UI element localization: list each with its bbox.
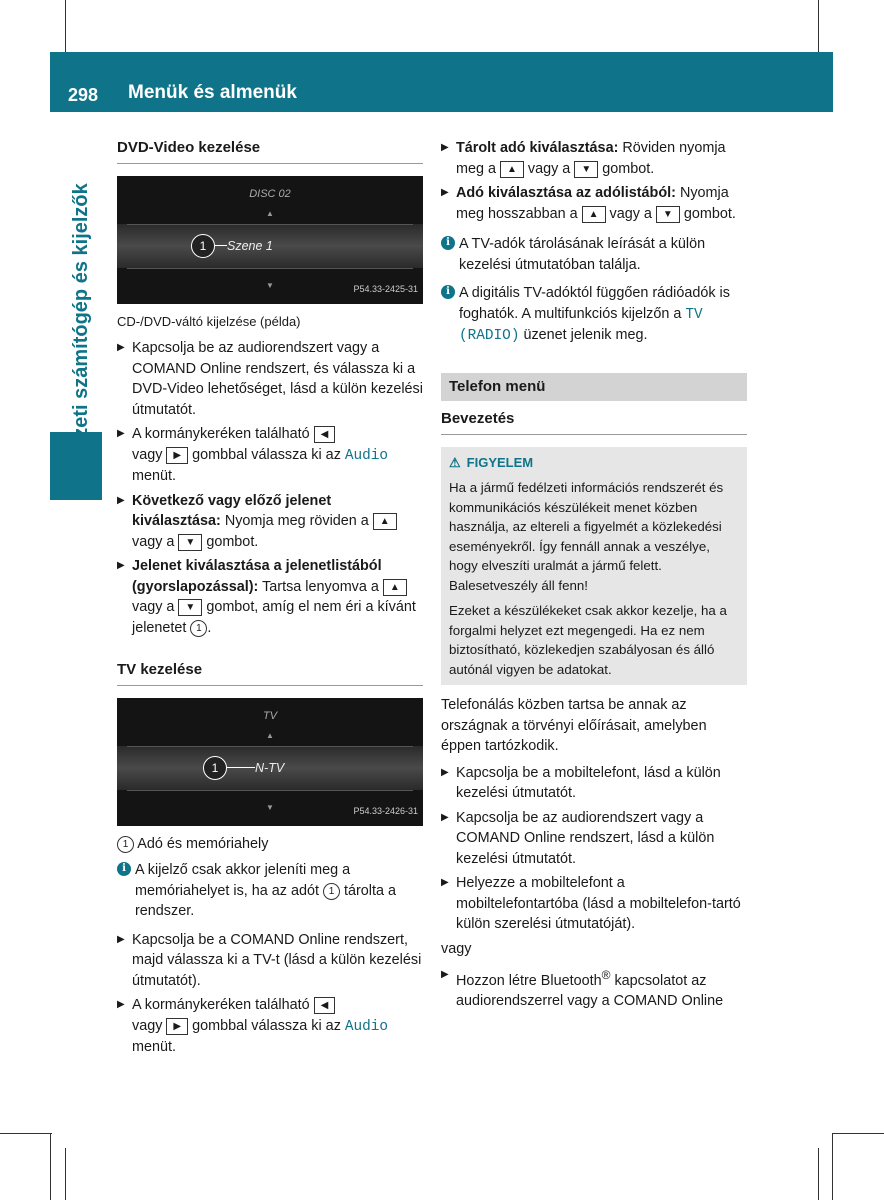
text: A kijelző csak akkor jeleníti meg a memóriahelyet is, ha az adót xyxy=(135,862,351,899)
image-ref: P54.33-2426-31 xyxy=(353,806,418,816)
callout-leader xyxy=(227,767,255,769)
body-text: Telefonálás közben tartsa be annak az országnak a törvényi előírásait, amelyben éppen tartózkodik. xyxy=(441,697,707,754)
crop-mark xyxy=(50,1133,51,1200)
up-arrow-icon: ▲ xyxy=(266,730,274,740)
warning-title: FIGYELEM xyxy=(466,454,534,470)
tv-heading: TV kezelése xyxy=(117,660,423,686)
crop-mark xyxy=(832,1133,884,1134)
text: menüt. xyxy=(132,1039,176,1055)
info-icon: i xyxy=(441,236,455,250)
dvd-screen-image xyxy=(117,176,423,304)
list-item xyxy=(441,965,747,1012)
up-key-icon: ▲ xyxy=(383,579,407,596)
right-key-icon: ▶ xyxy=(166,1018,188,1035)
text: Röviden nyomja meg a xyxy=(456,140,726,177)
text: A TV-adók tárolásának leírását a külön kezelési útmutatóban találja. xyxy=(459,236,706,273)
body-text: vagy xyxy=(441,940,472,957)
list-item: ▶ Kapcsolja be a mobiltelefont, lásd a külön kezelési útmutatót. xyxy=(441,763,747,804)
text: üzenet jelenik meg. xyxy=(523,327,648,343)
warning-header xyxy=(449,453,739,473)
bold-label: Jelenet kiválasztása a jelenetlistából (gyorslapozással): xyxy=(132,558,382,595)
text: gombot. xyxy=(206,533,259,550)
screen-line xyxy=(127,790,413,791)
registered-mark: ® xyxy=(601,968,611,982)
display-text: TV (RADIO) xyxy=(459,306,703,344)
text: vagy a xyxy=(132,533,175,550)
text: menüt. xyxy=(132,468,176,484)
info-note xyxy=(441,234,747,275)
dvd-heading: DVD-Video kezelése xyxy=(117,138,423,164)
bold-label: Tárolt adó kiválasztása: xyxy=(456,140,619,156)
text: . xyxy=(207,619,212,636)
legend xyxy=(117,834,423,855)
page-number: 298 xyxy=(67,85,99,105)
callout-marker: 1 xyxy=(191,234,215,258)
up-key-icon: ▲ xyxy=(582,206,606,223)
down-arrow-icon: ▼ xyxy=(266,802,274,812)
figure-caption: CD-/DVD-váltó kijelzése (példa) xyxy=(117,313,301,329)
bold-label: Adó kiválasztása az adólistából: xyxy=(456,185,676,201)
bold-label: Következő vagy előző jelenet kiválasztása: xyxy=(132,492,332,529)
text: Nyomja meg röviden a xyxy=(224,513,369,529)
right-key-icon: ▶ xyxy=(166,447,188,464)
text: Adó és memóriahely xyxy=(137,835,269,852)
list-item xyxy=(441,138,747,179)
list-item xyxy=(117,424,423,487)
screen-top-label: DISC 02 xyxy=(249,187,291,200)
warning-text: Ezeket a készülékeket csak akkor kezelje, ha a forgalmi helyzet ezt megengedi. Ha ez nem biztosítható, közlekedjen szabályosan és álló autónál vigyen be adatokat. xyxy=(449,603,727,677)
text: vagy a xyxy=(132,599,175,615)
page-title: Menük és almenük xyxy=(128,82,297,103)
list-item xyxy=(117,556,423,638)
text: vagy a xyxy=(527,160,571,177)
text: gombot. xyxy=(683,205,736,222)
left-key-icon: ◀ xyxy=(314,426,336,443)
circled-number: 1 xyxy=(323,883,340,900)
text: gombot. xyxy=(602,160,655,177)
text: vagy xyxy=(132,1017,163,1034)
text: vagy a xyxy=(609,205,652,222)
list-item: ▶ Kapcsolja be az audiorendszert vagy a COMAND Online rendszert, lásd a külön kezelési útmutatót. xyxy=(441,808,747,870)
list-item xyxy=(117,491,423,553)
down-key-icon: ▼ xyxy=(574,161,598,178)
up-key-icon: ▲ xyxy=(373,513,397,530)
screen-line xyxy=(127,224,413,225)
tv-screen-image xyxy=(117,698,423,826)
crop-mark xyxy=(65,0,66,52)
text: A kormánykeréken található xyxy=(132,426,310,442)
text: gombbal válassza ki az xyxy=(192,1017,341,1034)
image-ref: P54.33-2425-31 xyxy=(353,284,418,294)
list-item: ▶ Kapcsolja be a COMAND Online rendszert, majd válassza ki a TV-t (lásd a külön kezelési útmutatót). xyxy=(117,930,423,992)
down-key-icon: ▼ xyxy=(656,206,680,223)
crop-mark xyxy=(65,1148,66,1200)
down-key-icon: ▼ xyxy=(178,599,202,616)
text: gombot, amíg el nem éri a kívánt jelenetet xyxy=(132,599,416,636)
text: A kormánykeréken található xyxy=(132,997,310,1013)
text: A digitális TV-adóktól függően rádióadók is foghatók. A multifunkciós kijelzőn a xyxy=(459,285,730,322)
screen-selection: Szene 1 xyxy=(227,238,273,253)
left-key-icon: ◀ xyxy=(314,997,336,1014)
screen-selection: N-TV xyxy=(255,760,285,775)
warning-box xyxy=(441,447,747,686)
crop-mark xyxy=(832,1133,833,1200)
display-text: Audio xyxy=(344,447,389,464)
info-icon: i xyxy=(117,862,131,876)
list-item: ▶ Helyezze a mobiltelefont a mobiltelefontartóba (lásd a mobiltelefon-tartó külön szerelési útmutatóját). xyxy=(441,873,747,935)
circled-number: 1 xyxy=(190,620,207,637)
text: gombbal válassza ki az xyxy=(192,446,341,463)
callout-marker: 1 xyxy=(203,756,227,780)
info-note xyxy=(441,283,747,347)
screen-top-label: TV xyxy=(262,709,278,722)
crop-mark xyxy=(818,1148,819,1200)
list-item xyxy=(441,183,747,224)
text: vagy xyxy=(132,446,163,463)
list-item: ▶ Kapcsolja be az audiorendszert vagy a COMAND Online rendszert, és válassza ki a DVD-Video lehetőséget, lásd a külön kezelési útmutatót. xyxy=(117,338,423,420)
callout-leader xyxy=(215,245,227,247)
down-arrow-icon: ▼ xyxy=(266,280,274,290)
down-key-icon: ▼ xyxy=(178,534,202,551)
crop-mark xyxy=(818,0,819,52)
info-note xyxy=(117,860,423,922)
left-column xyxy=(117,138,423,1062)
text: Tartsa lenyomva a xyxy=(262,578,379,595)
text: Hozzon létre Bluetooth xyxy=(456,972,602,989)
info-icon: i xyxy=(441,285,455,299)
up-key-icon: ▲ xyxy=(500,161,524,178)
text: tárolta a rendszer. xyxy=(135,882,396,919)
list-item xyxy=(117,995,423,1058)
display-text: Audio xyxy=(344,1018,389,1035)
text: Nyomja meg hosszabban a xyxy=(456,185,729,222)
warning-triangle-icon: ⚠ xyxy=(449,454,461,470)
screen-line xyxy=(127,268,413,269)
warning-text: Ha a jármű fedélzeti információs rendszerét és kommunikációs készülékeit menet közben használja, az eltereli a figyelmét a közlekedési eseményekről. Így fennáll annak a veszélye, hogy elveszíti uralmát a jármű felett. Balesetveszély áll fenn! xyxy=(449,480,724,593)
circled-number: 1 xyxy=(117,836,134,853)
section-bar: Telefon menü xyxy=(441,373,747,402)
screen-line xyxy=(127,746,413,747)
right-column xyxy=(441,138,747,1016)
up-arrow-icon: ▲ xyxy=(266,208,274,218)
crop-mark xyxy=(0,1133,52,1134)
text: kapcsolatot az audiorendszerrel vagy a COMAND Online xyxy=(456,972,724,1010)
side-tab-label: Fedélzeti számítógép és kijelzők xyxy=(70,183,92,490)
intro-heading: Bevezetés xyxy=(441,409,747,435)
